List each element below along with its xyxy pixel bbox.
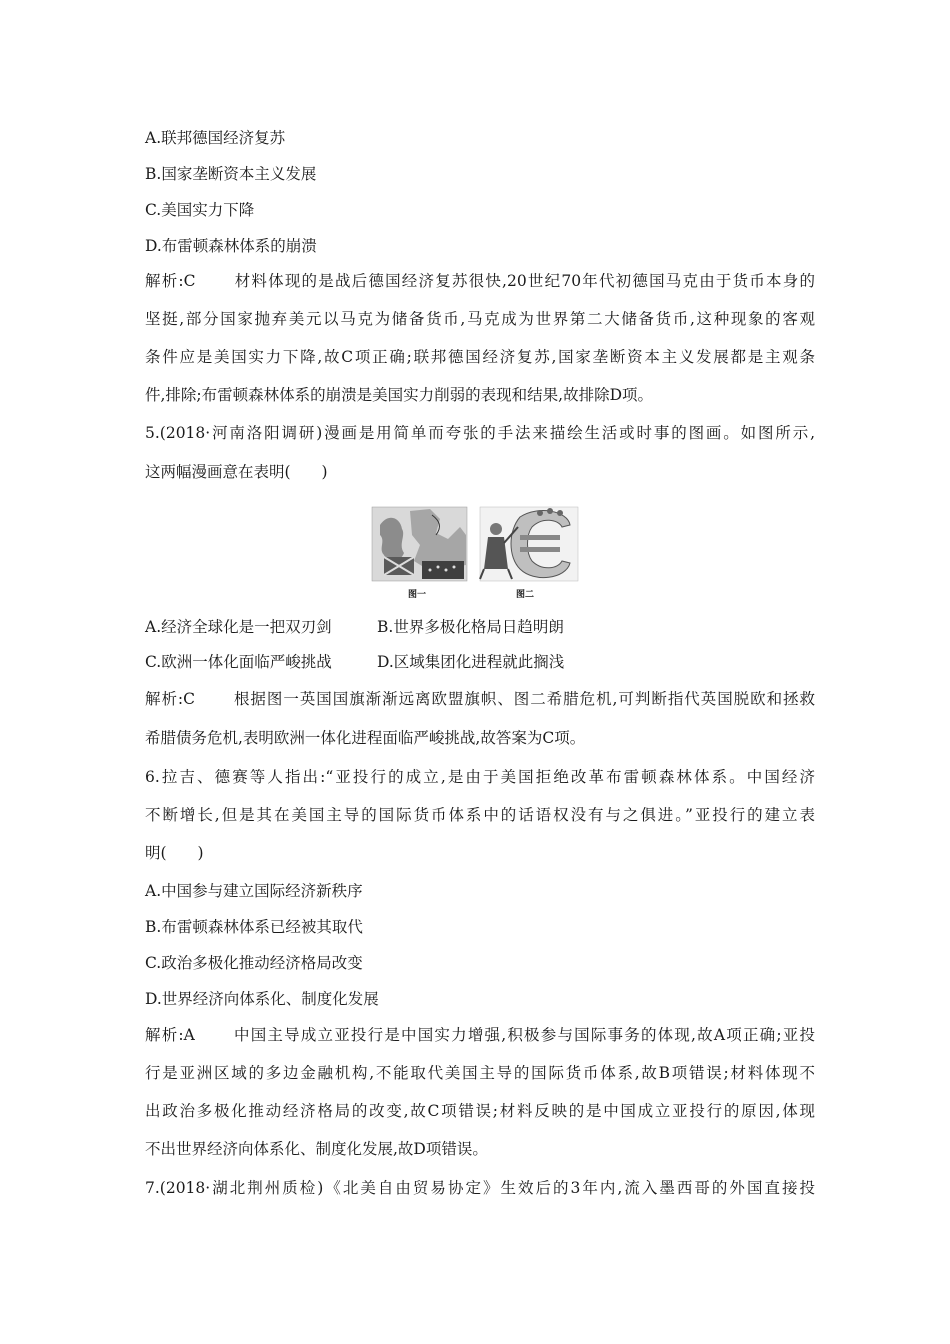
figure-caption-1: 图一 <box>408 590 427 600</box>
q6-analysis-line <box>145 1025 815 1045</box>
figure-caption-2: 图二 <box>516 590 535 600</box>
q5-options-row <box>145 617 815 637</box>
q4-option-a: A.联邦德国经济复苏 <box>145 129 286 147</box>
q5-stem-line: 5.(2018·河南洛阳调研)漫画是用简单而夸张的手法来描绘生活或时事的图画。如图所示, <box>145 424 815 442</box>
cartoon-panel-2 <box>480 507 578 581</box>
q5-stem-line: 这两幅漫画意在表明( ) <box>145 463 328 481</box>
q6-stem-line: 明( ) <box>145 844 204 862</box>
q6-option-a: A.中国参与建立国际经济新秩序 <box>145 882 363 900</box>
q5-analysis-text: 根据图一英国国旗渐渐远离欧盟旗帜、图二希腊危机,可判断指代英国脱欧和拯救 <box>233 690 815 708</box>
q4-option-c: C.美国实力下降 <box>145 201 255 219</box>
q6-analysis-text: 中国主导成立亚投行是中国实力增强,积极参与国际事务的体现,故A项正确;亚投 <box>232 1026 815 1044</box>
q4-option-d: D.布雷顿森林体系的崩溃 <box>145 237 317 255</box>
q6-analysis-label: 解析:A <box>145 1026 195 1044</box>
q6-option-d: D.世界经济向体系化、制度化发展 <box>145 990 379 1008</box>
q5-analysis-line: 希腊债务危机,表明欧洲一体化进程面临严峻挑战,故答案为C项。 <box>145 729 586 747</box>
q5-option-b: B.世界多极化格局日趋明朗 <box>377 618 564 636</box>
q4-analysis-line: 坚挺,部分国家抛弃美元以马克为储备货币,马克成为世界第二大储备货币,这种现象的客观 <box>145 310 815 328</box>
q5-option-d: D.区域集团化进程就此搁浅 <box>377 653 565 671</box>
q6-analysis-line: 行是亚洲区域的多边金融机构,不能取代美国主导的国际货币体系,故B项错误;材料体现不 <box>145 1064 815 1082</box>
q4-analysis-line <box>145 271 815 291</box>
q5-cartoon-figure <box>370 505 580 600</box>
q7-stem-line: 7.(2018·湖北荆州质检)《北美自由贸易协定》生效后的3年内,流入墨西哥的外国直接投 <box>145 1179 815 1197</box>
q4-analysis-text: 材料体现的是战后德国经济复苏很快,20世纪70年代初德国马克由于货币本身的 <box>233 272 815 290</box>
q6-analysis-line: 不出世界经济向体系化、制度化发展,故D项错误。 <box>145 1140 488 1158</box>
q6-analysis-line: 出政治多极化推动经济格局的改变,故C项错误;材料反映的是中国成立亚投行的原因,体现 <box>145 1102 815 1120</box>
q4-analysis-line: 件,排除;布雷顿森林体系的崩溃是美国实力削弱的表现和结果,故排除D项。 <box>145 386 654 404</box>
cartoon-panel-1 <box>372 507 467 581</box>
q6-option-c: C.政治多极化推动经济格局改变 <box>145 954 363 972</box>
q5-option-a: A.经济全球化是一把双刃剑 <box>145 618 332 636</box>
q5-option-c: C.欧洲一体化面临严峻挑战 <box>145 653 332 671</box>
cartoon-illustration <box>370 505 580 585</box>
q6-stem-line: 不断增长,但是其在美国主导的国际货币体系中的话语权没有与之俱进。”亚投行的建立表 <box>145 806 815 824</box>
q5-options-row <box>145 652 815 672</box>
q5-analysis-line <box>145 689 815 709</box>
q4-analysis-label: 解析:C <box>145 272 196 290</box>
q4-option-b: B.国家垄断资本主义发展 <box>145 165 317 183</box>
q4-analysis-line: 条件应是美国实力下降,故C项正确;联邦德国经济复苏,国家垄断资本主义发展都是主观条 <box>145 348 815 366</box>
q6-stem-line: 6.拉吉、德赛等人指出:“亚投行的成立,是由于美国拒绝改革布雷顿森林体系。中国经济 <box>145 768 815 786</box>
q5-analysis-label: 解析:C <box>145 690 196 708</box>
q6-option-b: B.布雷顿森林体系已经被其取代 <box>145 918 363 936</box>
